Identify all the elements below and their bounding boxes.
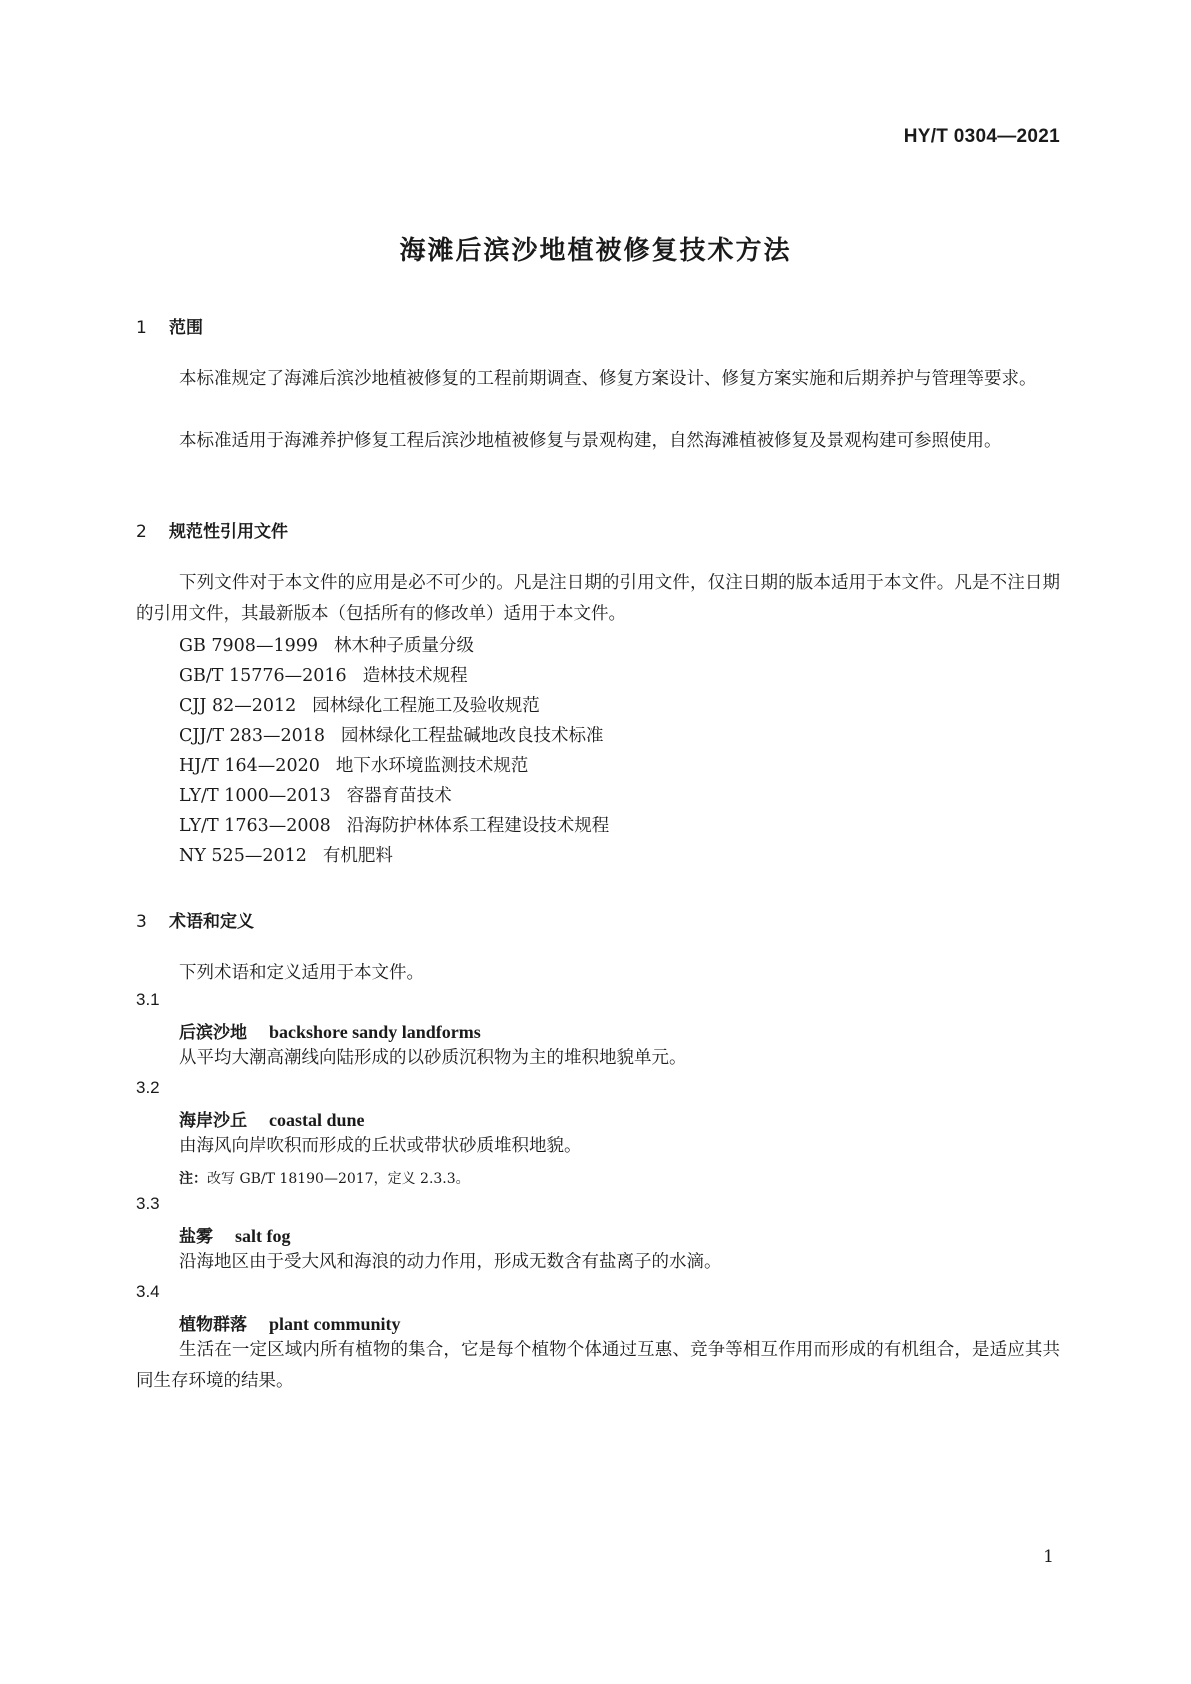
reference-code: GB 7908—1999 [179, 636, 318, 656]
reference-item [179, 662, 468, 687]
reference-item [179, 632, 474, 657]
reference-item [179, 782, 452, 807]
reference-item [179, 842, 393, 867]
term-name-zh: 海岸沙丘 [179, 1111, 247, 1131]
reference-title: 林木种子质量分级 [333, 636, 474, 656]
section-title: 术语和定义 [169, 912, 254, 932]
note-text: 改写 GB/T 18190—2017，定义 2.3.3。 [207, 1171, 470, 1187]
term-name-en: backshore sandy landforms [269, 1022, 481, 1042]
note-label: 注： [179, 1171, 207, 1187]
term-definition: 从平均大潮高潮线向陆形成的以砂质沉积物为主的堆积地貌单元。 [179, 1048, 687, 1068]
reference-item [179, 722, 604, 747]
paragraph: 本标准适用于海滩养护修复工程后滨沙地植被修复与景观构建，自然海滩植被修复及景观构建可参照使用。 [179, 431, 1002, 451]
term-name [179, 1018, 481, 1043]
term-name-en: plant community [269, 1314, 401, 1334]
reference-item [179, 812, 609, 837]
standard-code: HY/T 0304—2021 [903, 126, 1060, 147]
term-definition: 由海风向岸吹积而形成的丘状或带状砂质堆积地貌。 [179, 1136, 582, 1156]
section-number: 3 [136, 912, 147, 932]
reference-code: CJJ/T 283—2018 [179, 726, 325, 746]
reference-title: 园林绿化工程盐碱地改良技术标准 [341, 726, 604, 746]
term-name-zh: 盐雾 [179, 1227, 213, 1247]
term-number: 3.3 [136, 1194, 160, 1213]
reference-title: 有机肥料 [322, 846, 393, 866]
paragraph: 本标准规定了海滩后滨沙地植被修复的工程前期调查、修复方案设计、修复方案实施和后期养护与管理等要求。 [179, 369, 1037, 389]
term-name [179, 1310, 401, 1335]
section-title: 规范性引用文件 [169, 522, 288, 542]
reference-code: GB/T 15776—2016 [179, 666, 347, 686]
reference-item [179, 752, 528, 777]
term-name-zh: 植物群落 [179, 1315, 247, 1335]
term-name-en: salt fog [235, 1226, 291, 1246]
term-definition: 生活在一定区域内所有植物的集合，它是每个植物个体通过互惠、竞争等相互作用而形成的有机组合，是适应其共同生存环境的结果。 [136, 1340, 1060, 1391]
reference-code: HJ/T 164—2020 [179, 756, 320, 776]
reference-title: 造林技术规程 [362, 666, 468, 686]
paragraph: 下列文件对于本文件的应用是必不可少的。凡是注日期的引用文件，仅注日期的版本适用于本文件。凡是不注日期的引用文件，其最新版本（包括所有的修改单）适用于本文件。 [136, 573, 1060, 624]
reference-title: 地下水环境监测技术规范 [335, 756, 529, 776]
section-3-heading [136, 907, 254, 932]
section-number: 2 [136, 522, 147, 542]
document-title: 海滩后滨沙地植被修复技术方法 [399, 236, 792, 266]
reference-title: 沿海防护林体系工程建设技术规程 [346, 816, 610, 836]
term-number: 3.4 [136, 1282, 160, 1301]
reference-title: 容器育苗技术 [346, 786, 452, 806]
term-definition: 沿海地区由于受大风和海浪的动力作用，形成无数含有盐离子的水滴。 [179, 1252, 722, 1272]
paragraph: 下列术语和定义适用于本文件。 [179, 963, 424, 983]
reference-code: NY 525—2012 [179, 846, 307, 866]
term-number: 3.1 [136, 990, 160, 1009]
section-1-heading [136, 313, 203, 338]
reference-code: LY/T 1000—2013 [179, 786, 331, 806]
term-number: 3.2 [136, 1078, 160, 1097]
reference-code: LY/T 1763—2008 [179, 816, 331, 836]
term-name-zh: 后滨沙地 [179, 1023, 247, 1043]
term-note [179, 1168, 470, 1188]
term-name [179, 1106, 365, 1131]
term-name-en: coastal dune [269, 1110, 365, 1130]
reference-title: 园林绿化工程施工及验收规范 [312, 696, 540, 716]
section-number: 1 [136, 318, 147, 338]
term-name [179, 1222, 291, 1247]
reference-item [179, 692, 540, 717]
section-title: 范围 [169, 318, 203, 338]
page-number: 1 [1043, 1547, 1054, 1567]
section-2-heading [136, 517, 288, 542]
reference-code: CJJ 82—2012 [179, 696, 297, 716]
